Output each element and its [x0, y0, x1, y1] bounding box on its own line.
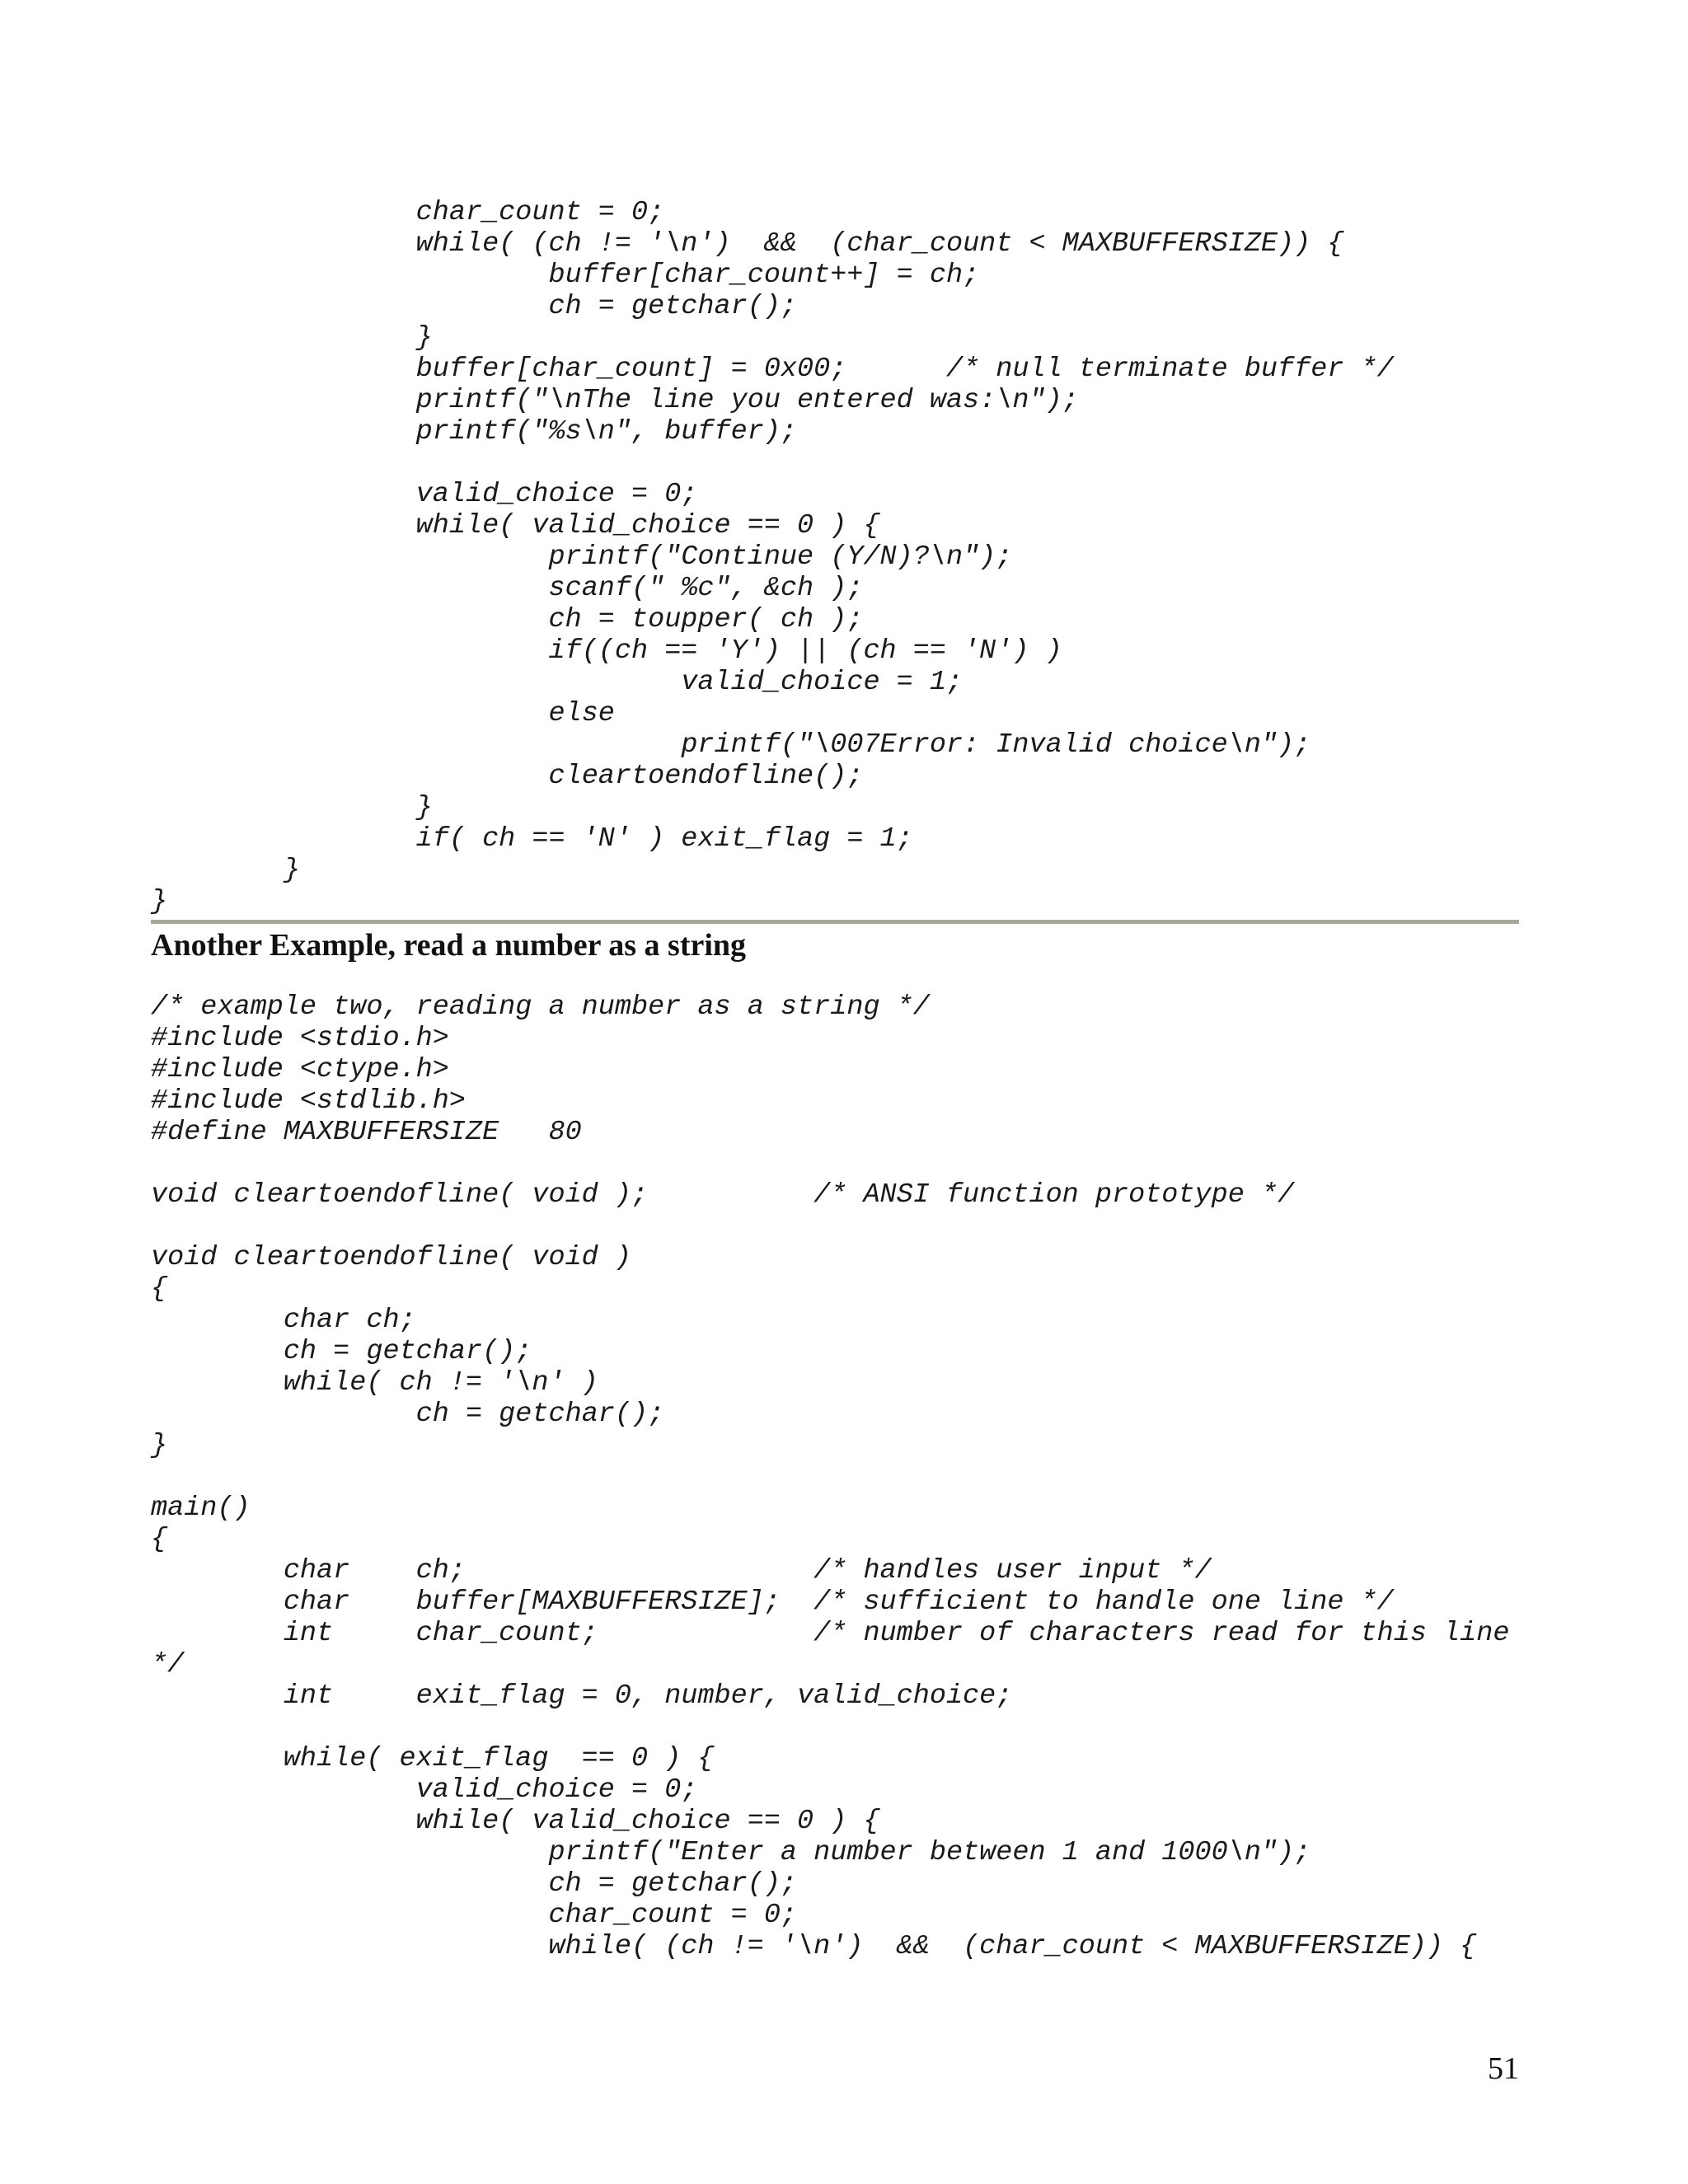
code-block-continuation: char_count = 0; while( (ch != '\n') && (char_count < MAXBUFFERSIZE)) { buffer[char_count++] = ch; ch = getchar(); } buffer[char_count] = 0x00; /* null terminate buffer */ printf("\nThe line you entered was:\n"); printf("%s\n", buffer); valid_choice = 0; while( valid_choice == 0 ) { printf("Continue (Y/N)?\n"); scanf(" %c", &ch ); ch = toupper( ch ); if((ch == 'Y') || (ch == 'N') ) valid_choice = 1; else printf("\007Error: Invalid choice\n"); cleartoendofline(); } if( ch == 'N' ) exit_flag = 1; } } [151, 197, 1394, 917]
section-divider [151, 920, 1519, 924]
code-block-example-two: /* example two, reading a number as a string */ #include <stdio.h> #include <ctype.h> #include <stdlib.h> #define MAXBUFFERSIZE 80 void cleartoendofline( void ); /* ANSI function prototype */ void cleartoendofline( void ) { char ch; ch = getchar(); while( ch != '\n' ) ch = getchar(); } main() { char ch; /* handles user input */ char buffer[MAXBUFFERSIZE]; /* sufficient to handle one line */ int char_count; /* number of characters read for this line */ int exit_flag = 0, number, valid_choice; while( exit_flag == 0 ) { valid_choice = 0; while( valid_choice == 0 ) { printf("Enter a number between 1 and 1000\n"); ch = getchar(); char_count = 0; while( (ch != '\n') && (char_count < MAXBUFFERSIZE)) { [151, 991, 1510, 1962]
section-heading: Another Example, read a number as a string [151, 928, 747, 963]
page-number: 51 [1488, 2051, 1519, 2086]
